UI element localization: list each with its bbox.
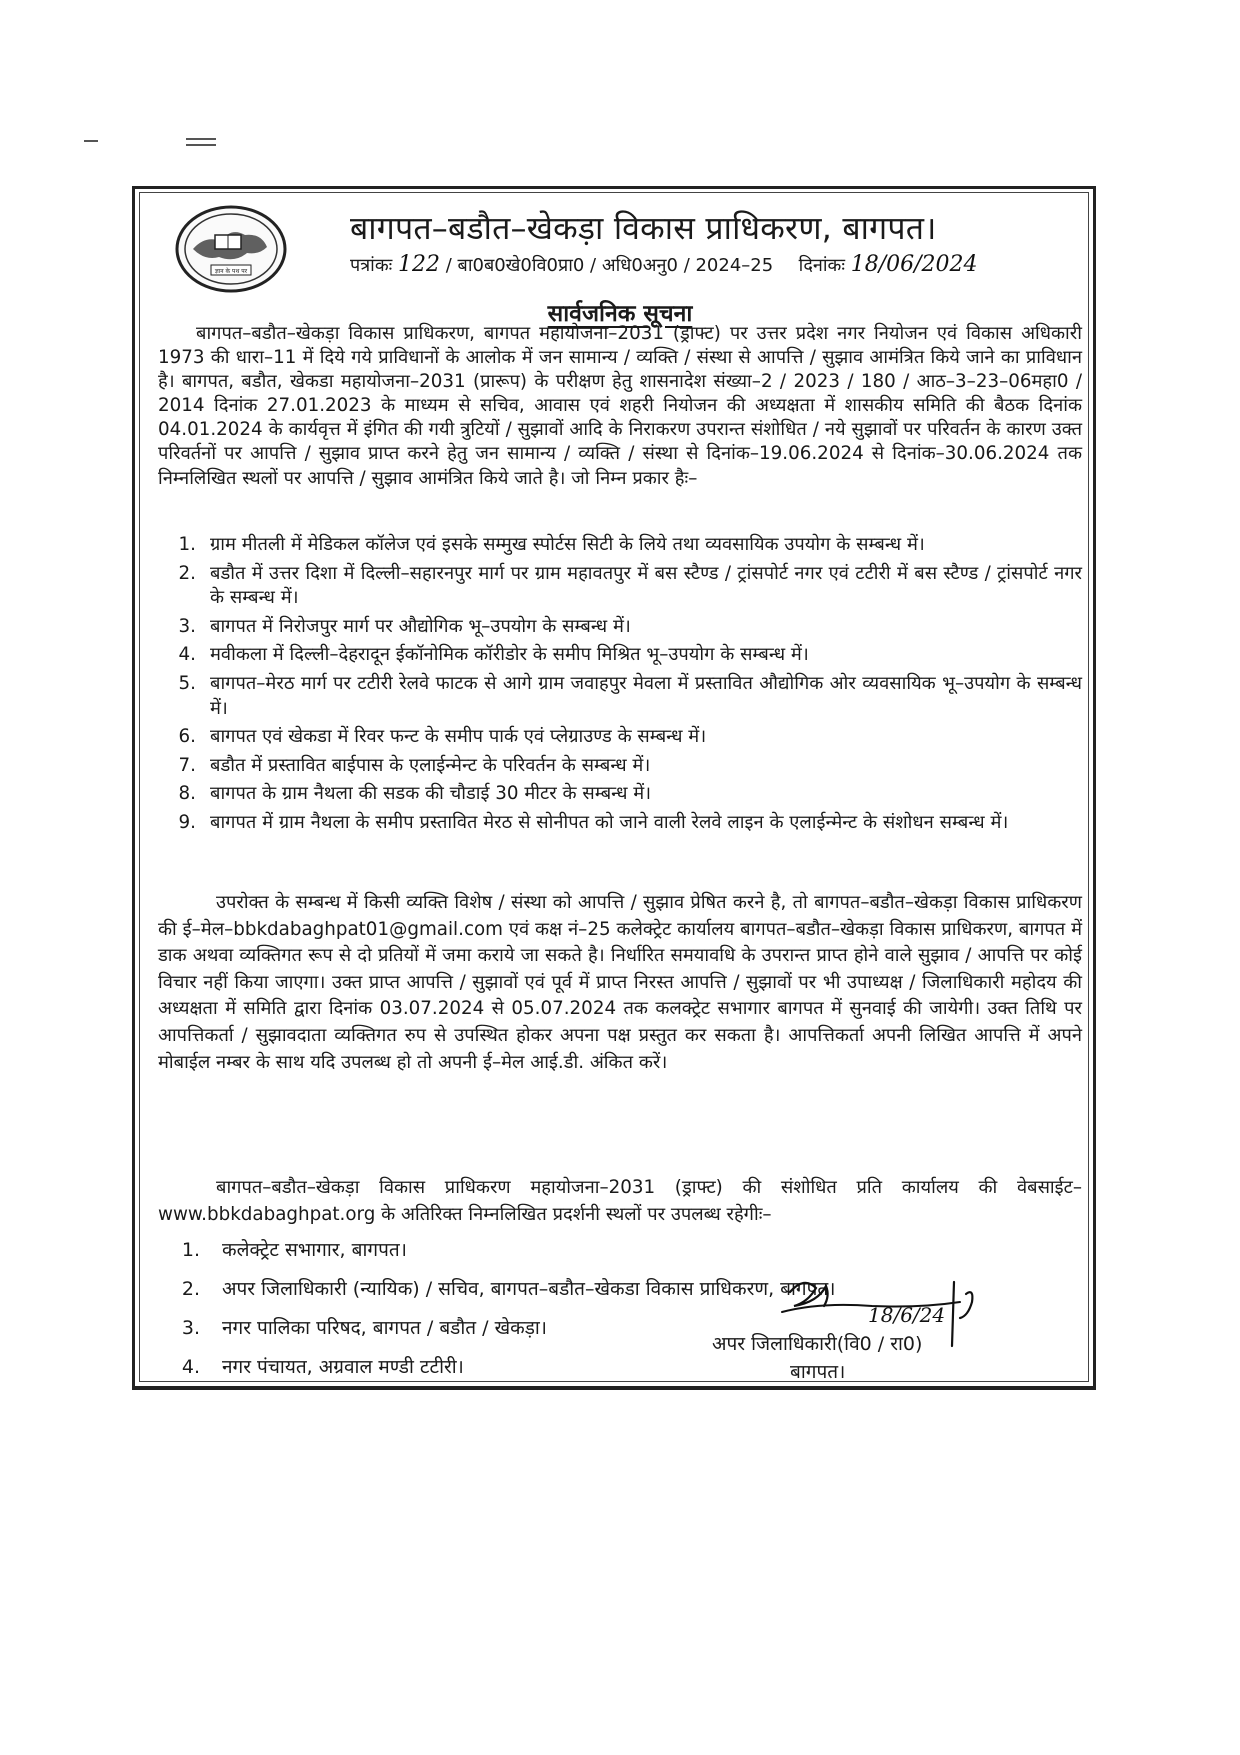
list-item (158, 1354, 1082, 1380)
signatory-place: बागपत। (790, 1361, 846, 1383)
notice-heading-text: सार्वजनिक सूचना (547, 301, 693, 327)
list-item (158, 615, 1082, 640)
item-number: 9. (178, 811, 196, 833)
list-item (158, 562, 1082, 611)
list-item (158, 643, 1082, 668)
item-text: बागपत में निरोजपुर मार्ग पर औद्योगिक भू–उपयोग के सम्बन्ध में। (210, 615, 631, 637)
scan-artifact (186, 138, 216, 140)
list-item (158, 782, 1082, 807)
list-item (158, 725, 1082, 750)
list-item (158, 1237, 1082, 1263)
item-text: नगर पंचायत, अग्रवाल मण्डी टटीरी। (222, 1356, 464, 1378)
ref-code: / बा0ब0खे0वि0प्रा0 / अधि0अनु0 / 2024–25 (445, 255, 774, 276)
item-text: अपर जिलाधिकारी (न्यायिक) / सचिव, बागपत–बडौत–खेकडा विकास प्राधिकरण, बागपत। (222, 1278, 836, 1300)
item-text: नगर पालिका परिषद, बागपत / बडौत / खेकड़ा। (222, 1317, 547, 1339)
emblem-icon (175, 205, 287, 293)
item-text: कलेक्ट्रेट सभागार, बागपत। (222, 1239, 407, 1261)
item-text: बडौत में प्रस्तावित बाईपास के एलाईन्मेन्ट के परिवर्तन के सम्बन्ध में। (210, 754, 651, 776)
item-number: 1. (178, 534, 196, 555)
exhibition-paragraph: बागपत–बडौत–खेकड़ा विकास प्राधिकरण महायोजना–2031 (ड्राफ्ट) की संशोधित प्रति कार्यालय की वेबसाईट–www.bbkdabaghpat.org के अतिरिक्त निम्नलिखित प्रदर्शनी स्थलों पर उपलब्ध रहेगीः– (158, 1177, 1082, 1225)
item-number: 6. (178, 726, 196, 748)
item-text: बागपत–मेरठ मार्ग पर टटीरी रेलवे फाटक से आगे ग्राम जवाहपुर मेवला में प्रस्तावित औद्योगिक ओर व्यवसायिक भू–उपयोग के सम्बन्ध में। (210, 672, 1082, 719)
item-text: बडौत में उत्तर दिशा में दिल्ली–सहारनपुर मार्ग पर ग्राम महावतपुर में बस स्टैण्ड / ट्रांसपोर्ट नगर एवं टटीरी में बस स्टैण्ड / ट्रांसपोर्ट नगर के सम्बन्ध में। (210, 562, 1082, 609)
item-number: 1. (181, 1239, 200, 1261)
item-number: 2. (181, 1278, 200, 1300)
scan-artifact (84, 140, 98, 142)
item-text: ग्राम मीतली में मेडिकल कॉलेज एवं इसके सम्मुख स्पोर्टस सिटी के लिये तथा व्यवसायिक उपयोग के सम्बन्ध में। (210, 534, 925, 555)
signature-date: 18/6/24 (868, 1303, 946, 1327)
item-text: बागपत में ग्राम नैथला के समीप प्रस्तावित मेरठ से सोनीपत को जाने वाली रेलवे लाइन के एलाईन्मेन्ट के संशोधन सम्बन्ध में। (210, 811, 1009, 833)
scan-artifact (186, 144, 216, 146)
list-item (158, 533, 1082, 558)
list-item (158, 754, 1082, 779)
issue-date: 18/06/2024 (850, 252, 978, 277)
list-item (158, 672, 1082, 721)
reference-line (350, 252, 1090, 277)
ref-label: पत्रांकः (350, 255, 393, 276)
item-number: 4. (178, 644, 196, 666)
signatory-designation: अपर जिलाधिकारी(वि0 / रा0) (712, 1333, 923, 1355)
item-number: 7. (178, 754, 196, 776)
item-number: 5. (178, 672, 196, 694)
item-text: मवीकला में दिल्ली–देहरादून ईकॉनोमिक कॉरीडोर के समीप मिश्रित भू–उपयोग के सम्बन्ध में। (210, 644, 809, 666)
submission-paragraph: उपरोक्त के सम्बन्ध में किसी व्यक्ति विशेष / संस्था को आपत्ति / सुझाव प्रेषित करने है, तो बागपत–बडौत–खेकड़ा विकास प्राधिकरण की ई–मेल–bbkdabaghpat01@gmail.com एवं कक्ष नं–25 कलेक्ट्रेट कार्यालय बागपत–बडौत–खेकड़ा विकास प्राधिकरण, बागपत में डाक अथवा व्यक्तिगत रूप से दो प्रतियों में जमा कराये जा सकते है। निर्धारित समयावधि के उपरान्त प्राप्त होने वाले सुझाव / आपत्ति पर कोई विचार नहीं किया जाएगा। उक्त प्राप्त आपत्ति / सुझावों एवं पूर्व में प्राप्त निरस्त आपत्ति / सुझावों पर भी उपाध्यक्ष / जिलाधिकारी महोदय की अध्यक्षता में समिति द्वारा दिनांक 03.07.2024 से 05.07.2024 तक कलक्ट्रेट सभागार बागपत में सुनवाई की जायेगी। उक्त तिथि पर आपत्तिकर्ता / सुझावदाता व्यक्तिगत रुप से उपस्थित होकर अपना पक्ष प्रस्तुत कर सकता है। आपत्तिकर्ता अपनी लिखित आपत्ति में अपने मोबाईल नम्बर के साथ यदि उपलब्ध हो तो अपनी ई–मेल आई.डी. अंकित करें। (158, 892, 1082, 1073)
date-label: दिनांकः (798, 255, 845, 276)
item-number: 2. (178, 562, 196, 584)
emblem-caption: ज्ञान के पथ पर (214, 268, 248, 275)
org-title: बागपत–बडौत–खेकड़ा विकास प्राधिकरण, बागपत। (350, 209, 937, 247)
ref-number: 122 (398, 252, 441, 277)
objection-items-list (158, 533, 1082, 840)
item-text: बागपत के ग्राम नैथला की सडक की चौडाई 30 मीटर के सम्बन्ध में। (210, 783, 652, 805)
item-number: 3. (178, 615, 196, 637)
item-number: 8. (178, 783, 196, 805)
intro-paragraph: बागपत–बडौत–खेकड़ा विकास प्राधिकरण, बागपत महायोजना–2031 (ड्राफ्ट) पर उत्तर प्रदेश नगर नियोजन एवं विकास अधिकारी 1973 की धारा–11 में दिये गये प्राविधानों के आलोक में जन सामान्य / व्यक्ति / संस्था से आपत्ति / सुझाव आमंत्रित किये जाने का प्राविधान है। बागपत, बडौत, खेकडा महायोजना–2031 (प्रारूप) के परीक्षण हेतु शासनादेश संख्या–2 / 2023 / 180 / आठ–3–23–06महा0 / 2014 दिनांक 27.01.2023 के माध्यम से सचिव, आवास एवं शहरी नियोजन की अध्यक्षता में शासकीय समिति की बैठक दिनांक 04.01.2024 के कार्यवृत्त में इंगित की गयी त्रुटियों / सुझावों आदि के निराकरण उपरान्त संशोधित / नये सुझावों पर परिवर्तन के कारण उक्त परिवर्तनों पर आपत्ति / सुझाव प्राप्त करने हेतु जन सामान्य / व्यक्ति / संस्था से दिनांक–19.06.2024 से दिनांक–30.06.2024 तक निम्नलिखित स्थलों पर आपत्ति / सुझाव आमंत्रित किये जाते है। जो निम्न प्रकार हैः– (158, 323, 1082, 489)
item-text: बागपत एवं खेकडा में रिवर फन्ट के समीप पार्क एवं प्लेग्राउण्ड के सम्बन्ध में। (210, 726, 707, 748)
item-number: 3. (181, 1317, 200, 1339)
list-item (158, 811, 1082, 836)
item-number: 4. (181, 1356, 200, 1378)
